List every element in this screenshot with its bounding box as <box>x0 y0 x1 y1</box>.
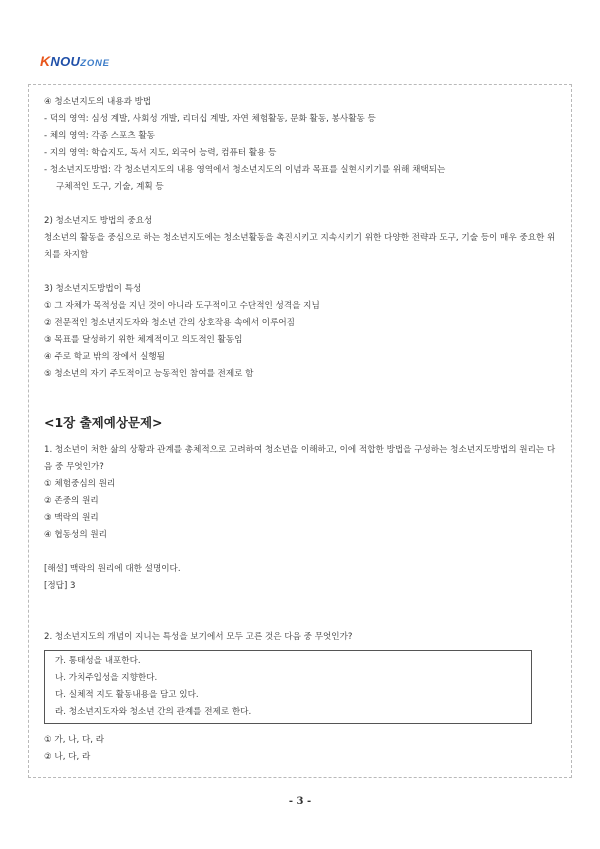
explanation: [해설] 맥락의 원리에 대한 설명이다. <box>44 564 181 574</box>
answer-option: ② 존중의 원리 <box>44 496 99 506</box>
answer-option: ① 가, 나, 다, 라 <box>44 735 105 745</box>
answer-key: [정답] 3 <box>44 581 76 591</box>
question-text: 1. 청소년이 처한 삶의 상황과 관계를 총체적으로 고려하여 청소년을 이해하고, 이에 적합한 방법을 구성하는 청소년지도방법의 원리는 다음 중 무엇인가? <box>44 445 556 472</box>
list-item: ① 그 자체가 목적성을 지닌 것이 아니라 도구적이고 수단적인 성격을 지님 <box>44 301 320 311</box>
box-item: 라. 청소년지도자와 청소년 간의 관계를 전제로 한다. <box>55 707 252 717</box>
paragraph: 청소년의 활동을 중심으로 하는 청소년지도에는 청소년활동을 촉진시키고 지속시키기 위한 다양한 전략과 도구, 기술 등이 매우 중요한 위치를 차지함 <box>44 233 556 260</box>
answer-option: ② 나, 다, 라 <box>44 752 91 762</box>
question-text: 2. 청소년지도의 개념이 지니는 특성을 보기에서 모두 고른 것은 다음 중 무엇인가? <box>44 632 353 642</box>
list-item: ③ 목표를 달성하기 위한 체계적이고 의도적인 활동임 <box>44 335 243 345</box>
box-item: 가. 통태성을 내포한다. <box>55 656 141 666</box>
knouzone-logo: KNOUZONE <box>40 53 110 69</box>
answer-option: ④ 협동성의 원리 <box>44 530 107 540</box>
page-content <box>44 94 562 766</box>
list-item: - 지의 영역: 학습지도, 독서 지도, 외국어 능력, 컴퓨터 활용 등 <box>44 148 277 158</box>
answer-option: ③ 맥락의 원리 <box>44 513 99 523</box>
answer-option: ① 체험중심의 원리 <box>44 479 116 489</box>
list-item: ④ 주로 학교 밖의 장에서 실행됨 <box>44 352 165 362</box>
list-item: - 청소년지도방법: 각 청소년지도의 내용 영역에서 청소년지도의 이념과 목표를 실현시키기를 위해 채택되는 <box>44 165 446 175</box>
section-heading: 2) 청소년지도 방법의 중요성 <box>44 216 153 226</box>
page-number: - 3 - <box>288 796 312 807</box>
list-item: ② 전문적인 청소년지도자와 청소년 간의 상호작용 속에서 이루어짐 <box>44 318 295 328</box>
box-item: 나. 가치주입성을 지향한다. <box>55 673 158 683</box>
list-item-continuation: 구체적인 도구, 기술, 계획 등 <box>56 182 164 192</box>
chapter-title: <1장 출제예상문제> <box>44 415 163 430</box>
list-item: - 체의 영역: 각종 스포츠 활동 <box>44 131 155 141</box>
example-box <box>44 650 532 724</box>
section-heading: ④ 청소년지도의 내용과 방법 <box>44 97 152 107</box>
list-item: ⑤ 청소년의 자기 주도적이고 능동적인 참여를 전제로 함 <box>44 369 254 379</box>
section-heading: 3) 청소년지도방법이 특성 <box>44 284 142 294</box>
list-item: - 덕의 영역: 심성 계발, 사회성 개발, 리더십 계발, 자연 체험활동, 문화 활동, 봉사활동 등 <box>44 114 376 124</box>
box-item: 다. 실체적 지도 활동내용을 담고 있다. <box>55 690 199 700</box>
